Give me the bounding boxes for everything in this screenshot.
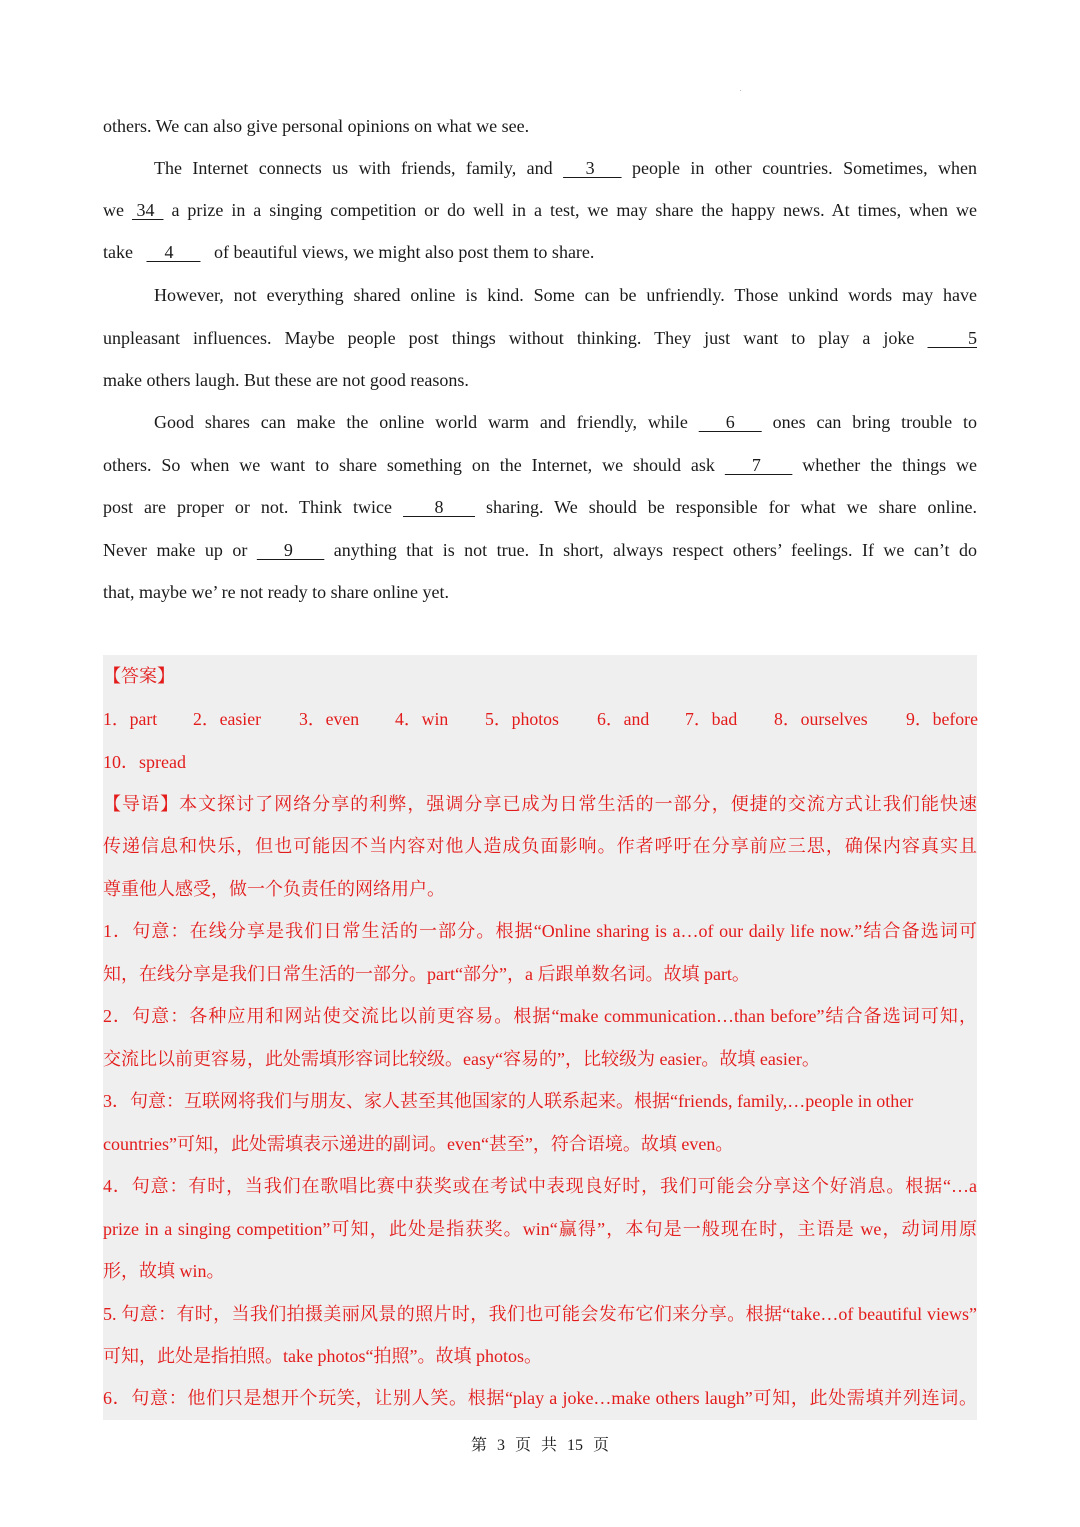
explanation-line: 3．句意：互联网将我们与朋友、家人甚至其他国家的人联系起来。根据“friends, family,…people in other <box>103 1091 914 1111</box>
answer-item-10: 10．spread <box>103 752 186 772</box>
explanation-line: prize in a singing competition”可知，此处是指获奖。win“赢得”，本句是一般现在时，主语是 we，动词用原 <box>103 1219 977 1239</box>
page-number: 第 3 页 共 15 页 <box>470 1437 609 1454</box>
blank-34: 34 <box>131 200 164 220</box>
blank-9: 9 <box>256 540 325 560</box>
blank-5: 5 <box>927 328 977 348</box>
answer-item: 4．win <box>395 709 449 729</box>
explanation-line: 2．句意：各种应用和网站使交流比以前更容易。根据“make communication…than before”结合备选词可知， <box>103 1006 977 1026</box>
paragraph-2-line-2: we 34 a prize in a singing competition or do well in a test, we may share the happy news. At times, when we <box>103 200 978 220</box>
paragraph-2-line-1: The Internet connects us with friends, family, and 3 people in other countries. Sometimes, when <box>154 158 977 178</box>
explanation-line: 5. 句意：有时，当我们拍摄美丽风景的照片时，我们也可能会发布它们来分享。根据“take…of beautiful views” <box>103 1304 977 1324</box>
answer-item: 3．even <box>299 709 360 729</box>
blank-7: 7 <box>724 455 793 475</box>
blank-8: 8 <box>403 497 476 517</box>
explanation-line: 知，在线分享是我们日常生活的一部分。part“部分”，a 后跟单数名词。故填 part。 <box>103 964 750 984</box>
explanation-line: 形，故填 win。 <box>103 1261 225 1281</box>
explanation-line: 6．句意：他们只是想开个玩笑，让别人笑。根据“play a joke…make others laugh”可知，此处需填并列连词。 <box>103 1388 977 1408</box>
answer-item: 7．bad <box>685 709 738 729</box>
answer-item: 8．ourselves <box>774 709 868 729</box>
paragraph-4-line-4: Never make up or 9 anything that is not true. In short, always respect others’ feelings. If we can’t do <box>103 540 978 560</box>
paragraph-3-line-2: unpleasant influences. Maybe people post things without thinking. They just want to play a joke 5 <box>103 328 977 348</box>
scan-speck <box>740 90 741 91</box>
answer-item: 1．part <box>103 709 158 729</box>
intro-line: 【导语】本文探讨了网络分享的利弊，强调分享已成为日常生活的一部分，便捷的交流方式让我们能快速 <box>103 794 977 814</box>
explanation-line: 4．句意：有时，当我们在歌唱比赛中获奖或在考试中表现良好时，我们可能会分享这个好消息。根据“…a <box>103 1176 977 1196</box>
paragraph-1-end: others. We can also give personal opinions on what we see. <box>103 116 530 136</box>
intro-line: 传递信息和快乐，但也可能因不当内容对他人造成负面影响。作者呼吁在分享前应三思，确保内容真实且 <box>103 836 977 856</box>
paragraph-4-line-3: post are proper or not. Think twice 8 sharing. We should be responsible for what we share online. <box>103 497 978 517</box>
answer-section <box>103 655 977 1420</box>
answer-item: 6．and <box>597 709 650 729</box>
paragraph-2-line-3: take 4 of beautiful views, we might also post them to share. <box>103 242 595 262</box>
answer-item: 9．before <box>906 709 978 729</box>
paragraph-4-line-5: that, maybe we’ re not ready to share online yet. <box>103 582 450 602</box>
explanation-line: 交流比以前更容易，此处需填形容词比较级。easy“容易的”，比较级为 easier。故填 easier。 <box>103 1049 820 1069</box>
blank-6: 6 <box>698 412 762 432</box>
paragraph-3-line-3: make others laugh. But these are not good reasons. <box>103 370 469 390</box>
paragraph-4-line-2: others. So when we want to share something on the Internet, we should ask 7 whether the things we <box>103 455 978 475</box>
explanation-line: countries”可知，此处需填表示递进的副词。even“甚至”，符合语境。故填 even。 <box>103 1134 734 1154</box>
explanation-line: 可知，此处是指拍照。take photos“拍照”。故填 photos。 <box>103 1346 542 1366</box>
paragraph-3-line-1: However, not everything shared online is kind. Some can be unfriendly. Those unkind words may have <box>154 285 977 305</box>
paragraph-4-line-1: Good shares can make the online world warm and friendly, while 6 ones can bring trouble to <box>154 412 978 432</box>
answer-item: 5．photos <box>485 709 559 729</box>
answer-item: 2．easier <box>193 709 262 729</box>
blank-3: 3 <box>563 158 622 178</box>
explanation-line: 1．句意：在线分享是我们日常生活的一部分。根据“Online sharing is a…of our daily life now.”结合备选词可 <box>103 921 977 941</box>
answer-heading: 【答案】 <box>103 666 175 686</box>
blank-4: 4 <box>146 242 201 262</box>
intro-line: 尊重他人感受，做一个负责任的网络用户。 <box>103 879 445 899</box>
